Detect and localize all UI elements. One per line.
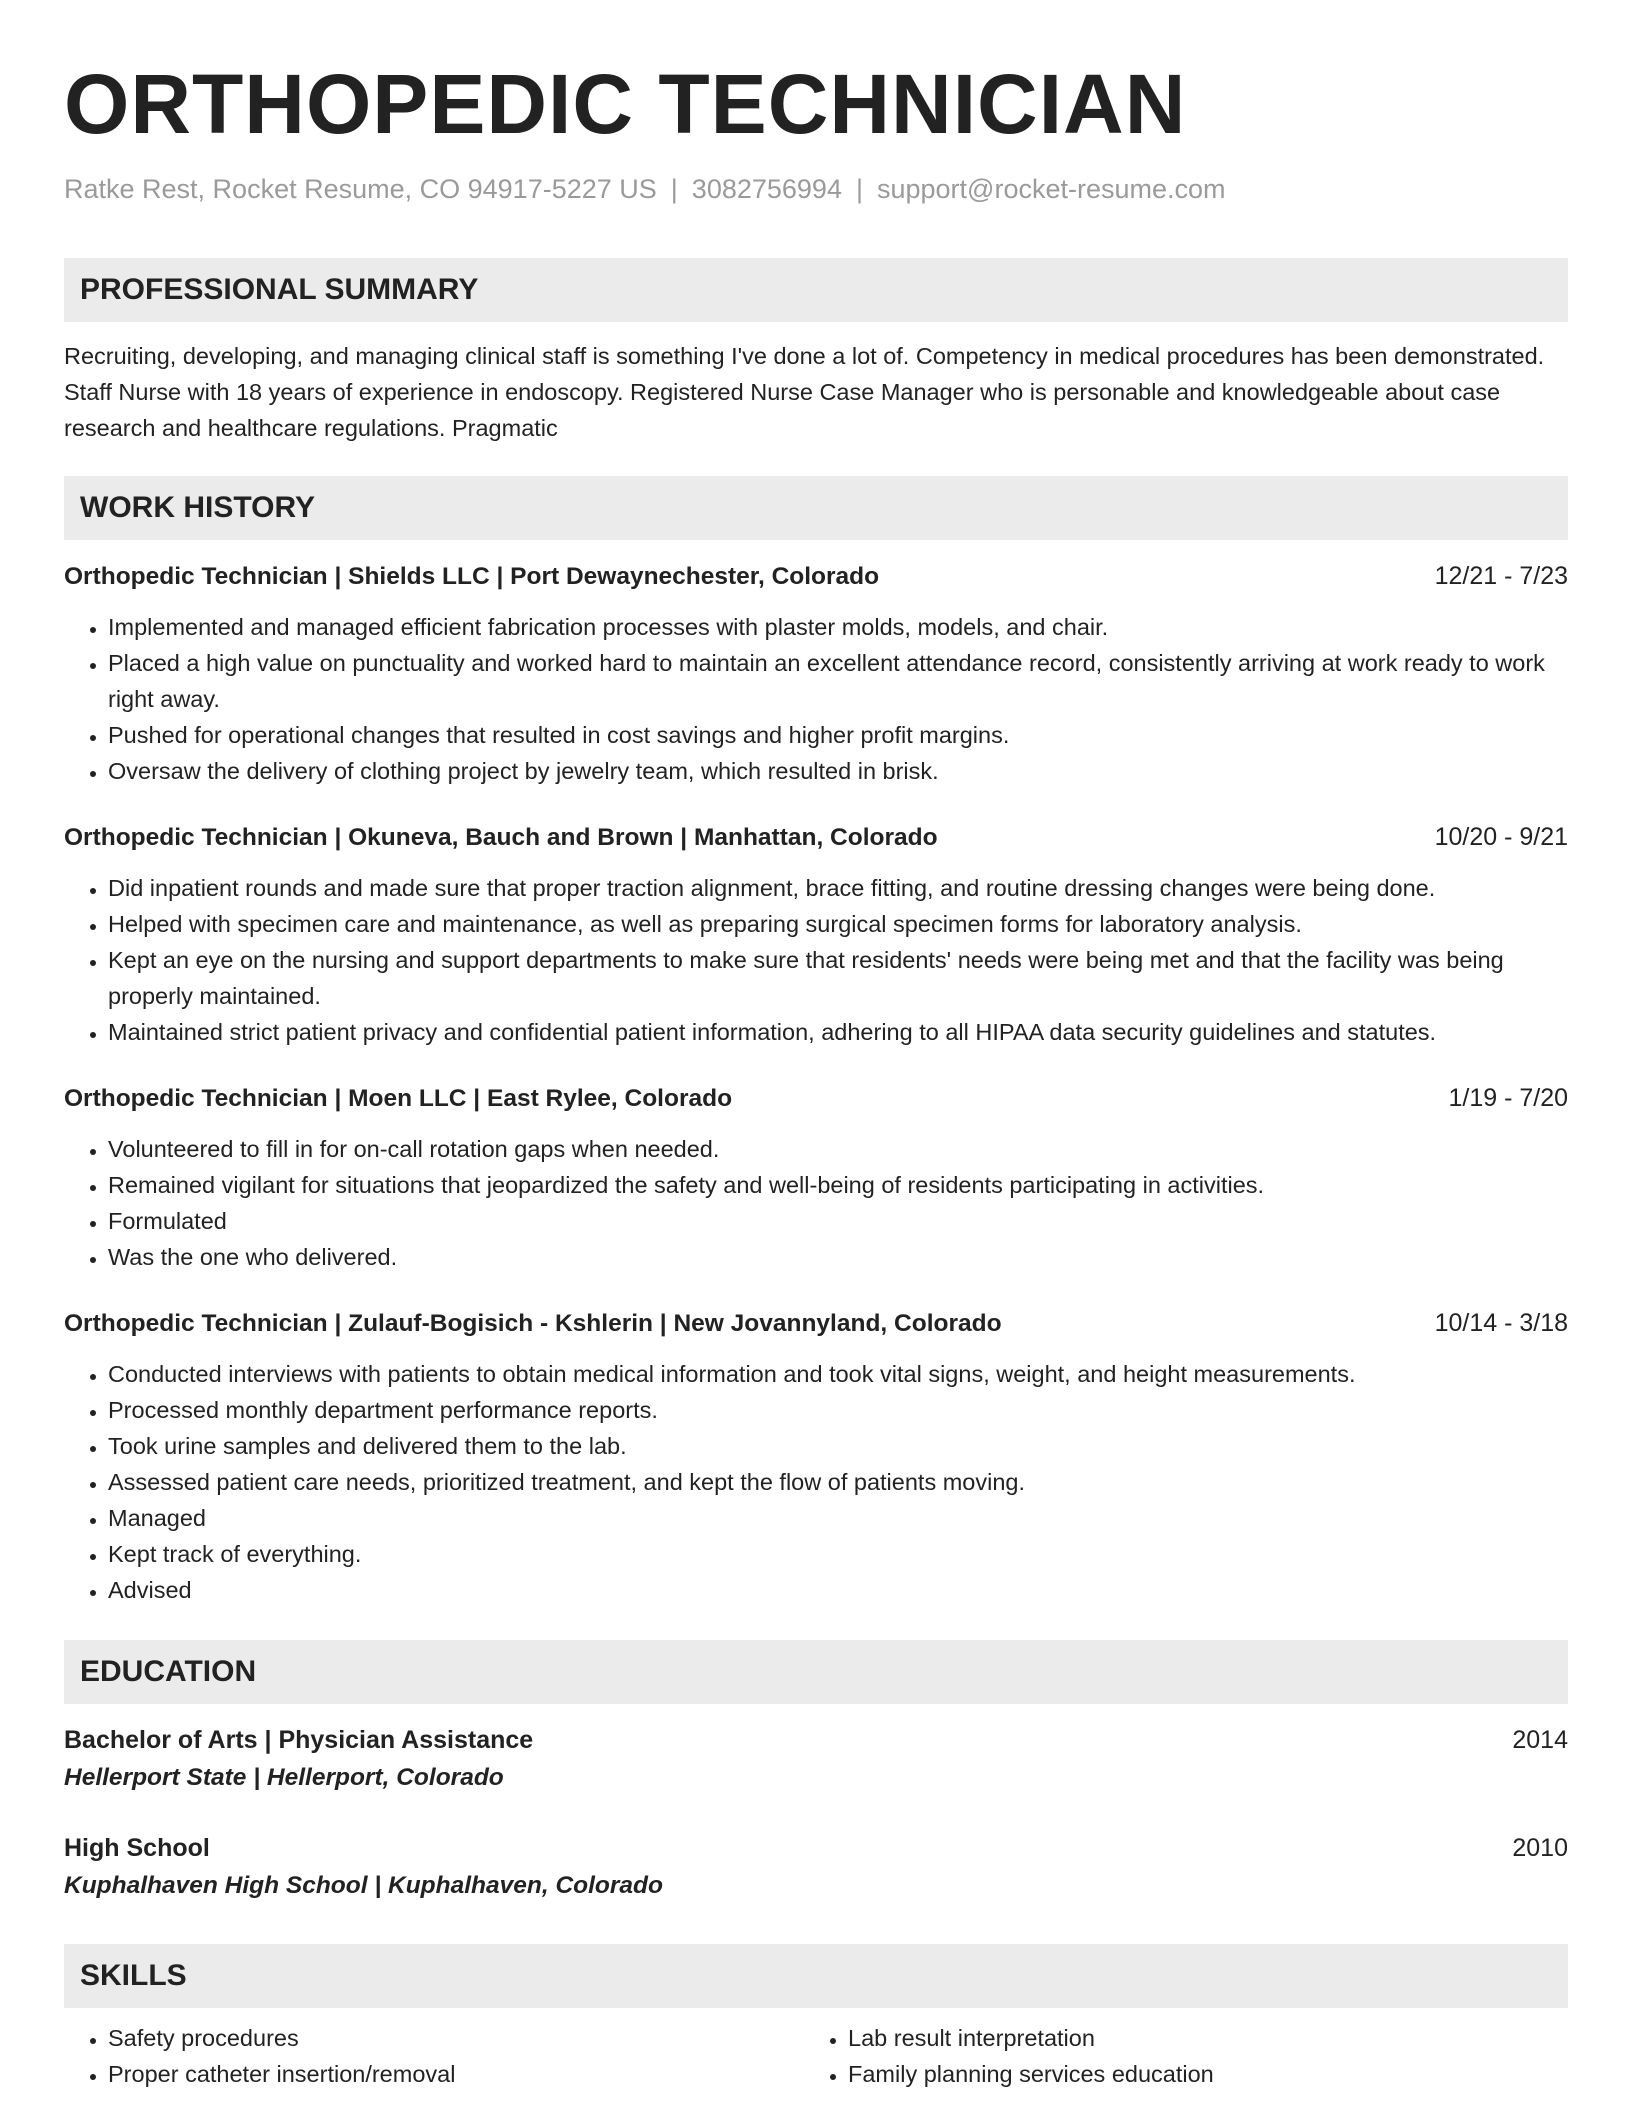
job-dates: 10/14 - 3/18: [1434, 1309, 1568, 1337]
job-entry: [64, 558, 1568, 789]
job-bullet: • Maintained strict patient privacy and confidential patient information, adhering to all HIPAA data security guidelines and statutes.: [108, 1014, 1568, 1050]
job-bullets: [64, 870, 1568, 1050]
education-school: Kuphalhaven High School | Kuphalhaven, Colorado: [64, 1872, 663, 1899]
skills-column-right: [804, 2020, 1544, 2092]
job-bullets: [64, 609, 1568, 789]
job-bullet: • Implemented and managed efficient fabrication processes with plaster molds, models, and chair.: [108, 609, 1568, 645]
job-bullet: • Did inpatient rounds and made sure that proper traction alignment, brace fitting, and routine dressing changes were being done.: [108, 870, 1568, 906]
job-heading: Orthopedic Technician | Okuneva, Bauch and Brown | Manhattan, Colorado: [64, 824, 938, 851]
job-bullet: • Processed monthly department performance reports.: [108, 1392, 1568, 1428]
education-degree: Bachelor of Arts | Physician Assistance: [64, 1726, 534, 1754]
skills-column-left: [64, 2020, 804, 2092]
job-dates: 1/19 - 7/20: [1448, 1084, 1568, 1112]
education-entry: [64, 1830, 1568, 1904]
job-bullet: • Pushed for operational changes that resulted in cost savings and higher profit margins.: [108, 717, 1568, 753]
job-bullet: • Managed: [108, 1500, 1568, 1536]
job-entry: [64, 1080, 1568, 1275]
job-bullet: • Conducted interviews with patients to obtain medical information and took vital signs, weight, and height measurements.: [108, 1356, 1568, 1392]
job-bullet: • Oversaw the delivery of clothing project by jewelry team, which resulted in brisk.: [108, 753, 1568, 789]
job-bullet: • Kept an eye on the nursing and support departments to make sure that residents' needs were being met and that the facility was being properly maintained.: [108, 942, 1568, 1014]
job-bullet: • Was the one who delivered.: [108, 1239, 1568, 1275]
job-heading: Orthopedic Technician | Moen LLC | East Rylee, Colorado: [64, 1085, 733, 1112]
section-header-education: EDUCATION: [64, 1640, 1568, 1704]
job-bullets: [64, 1356, 1568, 1608]
candidate-name: ORTHOPEDIC TECHNICIAN: [64, 57, 1187, 151]
skill-item: • Safety procedures: [108, 2020, 804, 2056]
job-dates: 10/20 - 9/21: [1434, 823, 1568, 851]
job-bullet: • Advised: [108, 1572, 1568, 1608]
job-bullet: • Placed a high value on punctuality and worked hard to maintain an excellent attendance record, consistently arriving at work ready to work right away.: [108, 645, 1568, 717]
contact-phone: 3082756994: [691, 174, 842, 204]
job-heading: Orthopedic Technician | Shields LLC | Port Dewaynechester, Colorado: [64, 563, 880, 590]
job-bullet: • Volunteered to fill in for on-call rotation gaps when needed.: [108, 1131, 1568, 1167]
job-dates: 12/21 - 7/23: [1434, 562, 1568, 590]
section-header-skills: SKILLS: [64, 1944, 1568, 2008]
education-year: 2014: [1512, 1726, 1568, 1754]
contact-line: [64, 172, 1568, 206]
section-header-summary: PROFESSIONAL SUMMARY: [64, 258, 1568, 322]
contact-separator: |: [670, 174, 678, 204]
skill-item: • Proper catheter insertion/removal: [108, 2056, 804, 2092]
job-bullet: • Formulated: [108, 1203, 1568, 1239]
skills-list: [64, 2020, 1568, 2092]
education-degree: High School: [64, 1834, 210, 1862]
job-entry: [64, 819, 1568, 1050]
job-bullet: • Helped with specimen care and maintenance, as well as preparing surgical specimen forms for laboratory analysis.: [108, 906, 1568, 942]
section-header-work-history: WORK HISTORY: [64, 476, 1568, 540]
job-bullet: • Took urine samples and delivered them to the lab.: [108, 1428, 1568, 1464]
job-entry: [64, 1305, 1568, 1608]
education-year: 2010: [1512, 1834, 1568, 1862]
education-school: Hellerport State | Hellerport, Colorado: [64, 1764, 504, 1791]
summary-text: Recruiting, developing, and managing clinical staff is something I've done a lot of. Competency in medical procedures has been demonstrated. Staff Nurse with 18 years of experience in endoscopy. Registered Nurse Case Manager who is personable and knowledgeable about case research and healthcare regulations. Pragmatic: [64, 343, 1545, 441]
job-bullet: • Assessed patient care needs, prioritized treatment, and kept the flow of patients moving.: [108, 1464, 1568, 1500]
job-heading: Orthopedic Technician | Zulauf-Bogisich - Kshlerin | New Jovannyland, Colorado: [64, 1310, 1002, 1337]
job-bullet: • Kept track of everything.: [108, 1536, 1568, 1572]
skill-item: • Lab result interpretation: [848, 2020, 1544, 2056]
skill-item: • Family planning services education: [848, 2056, 1544, 2092]
job-bullet: • Remained vigilant for situations that jeopardized the safety and well-being of residents participating in activities.: [108, 1167, 1568, 1203]
education-entry: [64, 1722, 1568, 1796]
job-bullets: [64, 1131, 1568, 1275]
contact-email: support@rocket-resume.com: [876, 174, 1226, 204]
contact-address: Ratke Rest, Rocket Resume, CO 94917-5227 US: [64, 174, 657, 204]
contact-separator: |: [855, 174, 863, 204]
